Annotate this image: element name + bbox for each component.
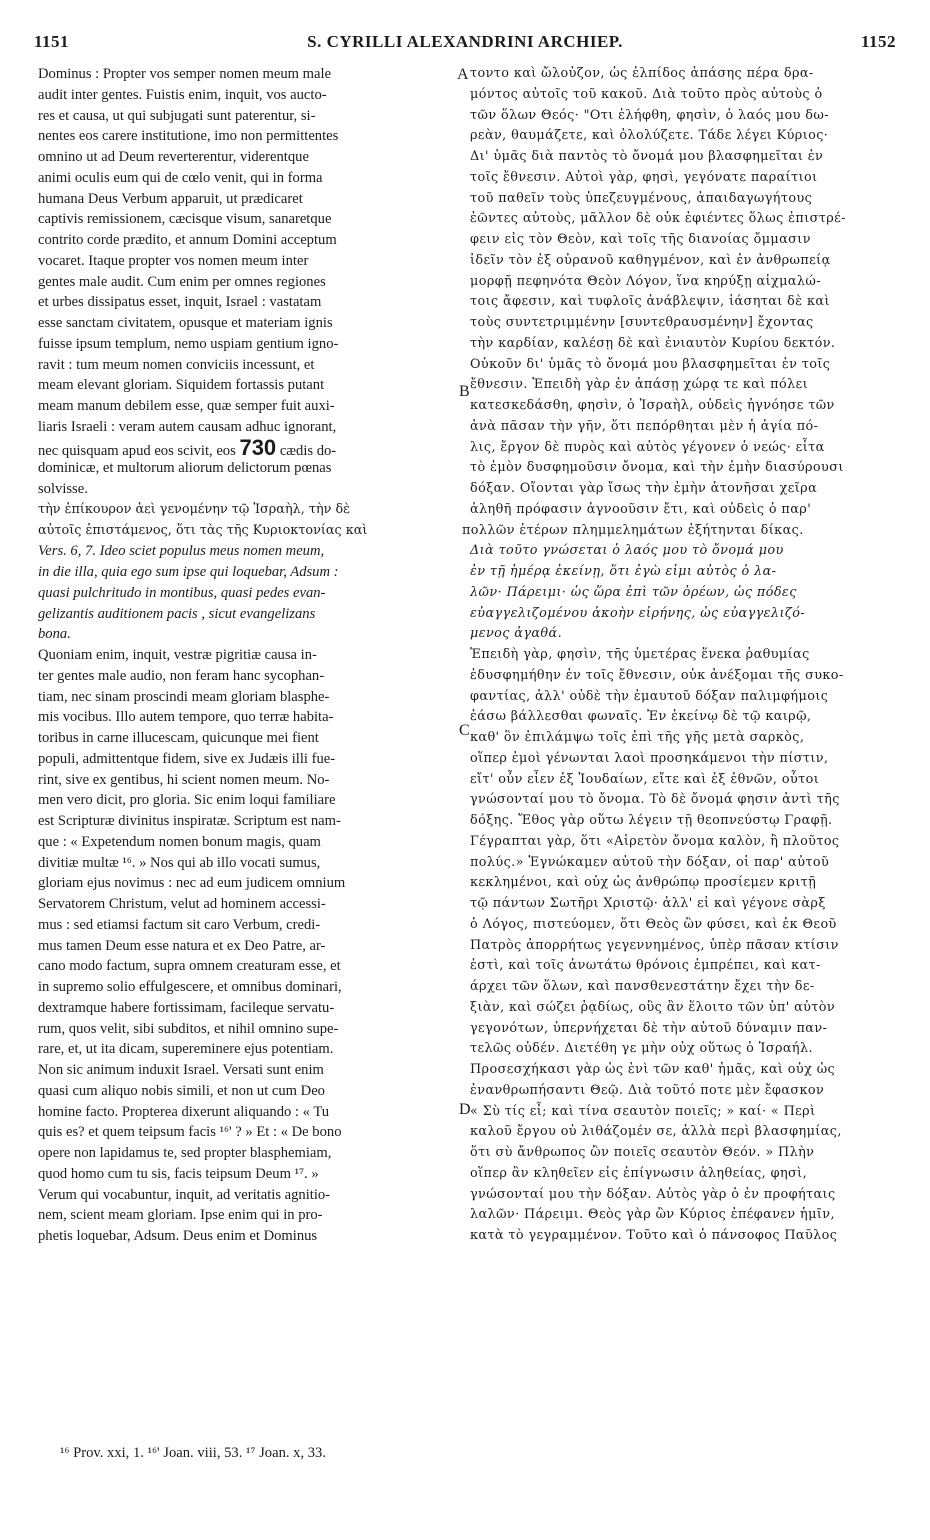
latin-line: contrito corde prædito, et annum Domini acceptum	[38, 232, 337, 248]
greek-line: τοῦ παθεῖν τοὺς ὑπεζευγμένους, ἀπαιδαγωγήτους	[470, 190, 813, 206]
greek-line: ξιὰν, καὶ σώζει ῥᾳδίως, οὓς ἂν ἕλοιτο τῶν ὑπ' αὐτὸν	[470, 999, 836, 1015]
greek-column	[462, 64, 900, 1268]
greek-line: καλοῦ ἔργου οὐ λιθάζομέν σε, ἀλλὰ περὶ βλασφημίας,	[470, 1124, 842, 1140]
greek-line: τοῖς ἔθνεσιν. Αὐτοὶ γὰρ, φησὶ, γεγόνατε παραίτιοι	[470, 169, 818, 185]
latin-line: tiam, nec sinam proscindi meam gloriam blasphe-	[38, 688, 330, 705]
latin-line: vocaret. Itaque propter vos nomen meum inter	[38, 252, 309, 269]
greek-line: ὁ Λόγος, πιστεύομεν, ὅτι Θεὸς ὢν φύσει, καὶ ἐκ Θεοῦ	[470, 916, 837, 932]
margin-marker-d: D	[459, 1101, 471, 1118]
greek-line: Γέγραπται γὰρ, ὅτι «Αἱρετὸν ὄνομα καλὸν, ἢ πλοῦτος	[470, 833, 840, 849]
latin-line: et urbes dissipatus esset, inquit, Israel : vastatam	[38, 294, 322, 311]
verse-heading: Vers. 6, 7. Ideo sciet populus meus nomen meum,	[38, 543, 325, 560]
latin-line: Quoniam enim, inquit, vestræ pigritiæ causa in-	[38, 647, 317, 663]
latin-line: meam elevant gloriam. Siquidem fortassis putant	[38, 377, 325, 394]
margin-marker-b: B	[459, 383, 470, 400]
verse-line: quasi pulchritudo in montibus, quasi pedes evan-	[38, 584, 326, 601]
greek-line: τῶν ὅλων Θεός· "Οτι ἐλήφθη, φησὶν, ὁ λαός μου δω-	[470, 107, 829, 123]
latin-line: res et causa, ut qui subjugati sunt paterentur, si-	[38, 107, 316, 124]
verse-line: bona.	[38, 626, 71, 643]
greek-verse-line: μενος ἀγαθά.	[470, 626, 563, 642]
greek-verse-line: εὐαγγελιζομένου ἀκοὴν εἰρήνης, ὡς εὐαγγελιζό-	[470, 605, 806, 621]
latin-line: nem, scient meam gloriam. Ipse enim qui in pro-	[38, 1207, 323, 1224]
column-number: 730	[239, 434, 277, 460]
greek-line: τοὺς συντετριμμένην [συντεθραυσμένην] ἔχοντας	[470, 315, 814, 330]
latin-line: que : « Expetendum nomen bonum magis, quam	[38, 833, 321, 850]
latin-line: ter gentes male audio, non feram hanc sycophan-	[38, 667, 325, 684]
greek-line: πολύς.» Ἐγνώκαμεν αὐτοῦ τὴν δόξαν, οἱ παρ' αὐτοῦ	[470, 854, 830, 870]
latin-line: dominicæ, et multorum aliorum delictorum pœnas	[38, 460, 332, 477]
latin-line: est Scripturæ divinitus inspiratæ. Scriptum est nam-	[38, 813, 341, 829]
greek-line: φαντίας, ἀλλ' οὐδὲ τὴν ἐμαυτοῦ δόξαν παλιμφήμοις	[470, 688, 829, 704]
greek-line: ἐάσω βάλλεσθαι φωναῖς. Ἐν ἐκείνῳ δὲ τῷ καιρῷ,	[470, 709, 812, 725]
greek-overflow-line: τὴν ἐπίκουρον ἀεὶ γενομένην τῷ Ἰσραὴλ, τὴν δὲ	[38, 501, 351, 517]
latin-line: captivis remissionem, cæcisque visum, sanaretque	[38, 211, 332, 228]
greek-line: ὅτι σὺ ἄνθρωπος ὢν ποιεῖς σεαυτὸν Θεόν. » Πλὴν	[470, 1145, 815, 1160]
latin-line: quasi cum aliquo nobis simili, et non ut cum Deo	[38, 1082, 325, 1099]
latin-line: rare, et, ut ita dicam, supereminere ejus potentiam.	[38, 1041, 334, 1058]
latin-line: audit inter gentes. Fuistis enim, inquit, vos aucto-	[38, 86, 327, 103]
latin-line-with-column-number	[38, 434, 456, 460]
greek-line: ρεὰν, θαυμάζετε, καὶ ὀλολύζετε. Τάδε λέγει Κύριος·	[470, 128, 829, 144]
latin-line: men vero dicit, pro gloria. Sic enim loqui familiare	[38, 792, 336, 809]
latin-line: mis vocibus. Illo autem tempore, quo terræ habita-	[38, 709, 334, 726]
greek-line: ἀνὰ πᾶσαν τὴν γῆν, ὅτι πεπόρθηται μὲν ἡ ἁγία πό-	[470, 418, 819, 434]
greek-line: λις, ἔργον δὲ πυρὸς καὶ αὐτὸς γέγονεν ὁ νεώς· εἶτα	[470, 439, 825, 455]
latin-line: Dominus : Propter vos semper nomen meum male	[38, 66, 332, 82]
greek-line: Δι' ὑμᾶς διὰ παντὸς τὸ ὄνομά μου βλασφημεῖται ἐν	[470, 149, 824, 164]
verse-line: gelizantis auditionem pacis , sicut evangelizans	[38, 605, 316, 622]
greek-line: μορφῇ πεφηνότα Θεὸν Λόγον, ἵνα κηρύξῃ αἰχμαλώ-	[470, 273, 821, 289]
latin-line: solvisse.	[38, 481, 88, 497]
latin-line: meam manum debilem esse, quæ semper fuit auxi-	[38, 398, 335, 414]
latin-line: phetis loquebar, Adsum. Deus enim et Dominus	[38, 1228, 318, 1244]
greek-line: Οὐκοῦν δι' ὑμᾶς τὸ ὄνομά μου βλασφημεῖται ἐν τοῖς	[470, 356, 831, 372]
latin-line: Non sic animum induxit Israel. Versati sunt enim	[38, 1062, 324, 1078]
latin-line: mus : sed etiamsi factum sit caro Verbum, credi-	[38, 916, 321, 933]
latin-line: toribus in carne illucescam, quicunque mei fient	[38, 730, 319, 746]
greek-line: Πατρὸς ἀπορρήτως γεγεννημένος, ὑπὲρ πᾶσαν κτίσιν	[470, 937, 839, 953]
page-number-left: 1151	[34, 32, 70, 51]
latin-line: nentes eos carere institutione, imo non permittentes	[38, 128, 339, 145]
latin-line-tail: cædis do-	[279, 442, 337, 459]
latin-line: gloriam ejus novimus : nec ad eum judicem omnium	[38, 875, 346, 892]
latin-line: Verum qui vocabuntur, inquit, ad veritatis agnitio-	[38, 1186, 331, 1203]
footnotes: ¹⁶ Prov. xxi, 1. ¹⁶' Joan. viii, 53. ¹⁷ Joan. x, 33.	[60, 1445, 327, 1461]
latin-line: divitiæ multæ ¹⁶. » Nos qui ab illo vocati sumus,	[38, 854, 321, 871]
latin-line: cano modo factum, supra omnem creaturam esse, et	[38, 958, 341, 975]
latin-line: humana Deus Verbum apparuit, ut prædicaret	[38, 190, 303, 207]
latin-line: quod homo cum tu sis, facis teipsum Deum ¹⁷. »	[38, 1165, 319, 1182]
greek-line: μόντος αὐτοῖς τοῦ κακοῦ. Διὰ τοῦτο πρὸς αὐτοὺς ὁ	[470, 86, 823, 102]
latin-line: ravit : tum meum nomen conviciis incessunt, et	[38, 356, 315, 373]
greek-line: τοντο καὶ ὤλοὐζον, ὡς ἐλπίδος ἁπάσης πέρα δρα-	[470, 66, 814, 81]
margin-marker-a: A	[457, 66, 469, 83]
latin-column	[38, 64, 456, 1247]
latin-line: rum, quos velit, sibi subditos, et nihil omnino supe-	[38, 1020, 339, 1037]
greek-line: οἵπερ ἐμοὶ γένωνται λαοὶ προσηκάμενοι τὴν πίστιν,	[470, 750, 829, 766]
greek-line: φειν εἰς τὸν Θεὸν, καὶ τοῖς τῆς διανοίας ὄμμασιν	[470, 232, 811, 247]
greek-line: τὸ ἐμὸν δυσφημοῦσιν ὄνομα, καὶ τὴν ἐμὴν διασύρουσι	[470, 460, 844, 476]
greek-line: τοις ἄφεσιν, καὶ τυφλοῖς ἀνάβλεψιν, ἰάσηται δὲ καὶ	[470, 294, 830, 310]
latin-line: fuisse ipsum templum, nemo uspiam gentium igno-	[38, 335, 339, 352]
greek-verse-line: Διὰ τοῦτο γνώσεται ὁ λαός μου τὸ ὄνομά μου	[470, 543, 784, 559]
page-number-right: 1152	[860, 32, 896, 51]
margin-marker-c: C	[459, 722, 470, 739]
greek-line: ἐστὶ, καὶ τοῖς ἀνωτάτω θρόνοις ἐμπρέπει, καὶ κατ-	[470, 958, 821, 974]
latin-line: liaris Israeli : veram autem causam adhuc ignorant,	[38, 418, 337, 435]
greek-line: κατεσκεδάσθη, φησὶν, ὁ Ἰσραὴλ, οὐδεὶς ἠγνόησε τῶν	[470, 398, 835, 413]
greek-line: κεκλημένοι, καὶ οὐχ ὡς ἀνθρώπῳ προσίεμεν κριτῇ	[470, 875, 817, 891]
latin-line: gentes male audit. Cum enim per omnes regiones	[38, 273, 326, 290]
greek-line: καθ' ὃν ἐπιλάμψω τοῖς ἐπὶ τῆς γῆς μετὰ σαρκὸς,	[470, 730, 805, 745]
greek-line: « Σὺ τίς εἶ; καὶ τίνα σεαυτὸν ποιεῖς; » καί· « Περὶ	[470, 1103, 816, 1119]
greek-line: ἀληθῆ πρόφασιν ἀγνοοῦσιν ἔτι, καὶ οὐδεὶς ὁ παρ'	[470, 501, 812, 517]
latin-line: populi, admittentque fidem, sive ex Judæis illi fue-	[38, 750, 336, 767]
latin-line: opere non lapidamus te, sed propter blasphemiam,	[38, 1145, 332, 1161]
latin-line-text: nec quisquam apud eos scivit, eos	[38, 442, 236, 459]
latin-line: homine facto. Propterea dixerunt aliquando : « Tu	[38, 1103, 330, 1120]
greek-line: τῷ πάντων Σωτῆρι Χριστῷ· ἀλλ' εἰ καὶ γέγονε σὰρξ	[470, 896, 826, 911]
greek-line: κατὰ τὸ γεγραμμένον. Τοῦτο καὶ ὁ πάνσοφος Παῦλος	[470, 1228, 838, 1243]
greek-line: γεγονότων, ὑπερνήχεται δὲ τὴν αὐτοῦ δύναμιν παν-	[470, 1020, 828, 1036]
running-title: S. CYRILLI ALEXANDRINI ARCHIEP.	[307, 32, 623, 51]
greek-line	[470, 1247, 900, 1268]
latin-line: dextramque habere fortissimam, facileque servatu-	[38, 999, 335, 1016]
greek-line: δόξαν. Οἴονται γὰρ ἴσως τὴν ἐμὴν ἀτονῆσαι χεῖρα	[470, 481, 818, 496]
greek-line: τὴν καρδίαν, καλέσῃ δὲ καὶ ἐνιαυτὸν Κυρίου δεκτόν.	[470, 335, 836, 351]
greek-line: εἴτ' οὖν εἶεν ἐξ Ἰουδαίων, εἴτε καὶ ἐξ ἐθνῶν, οὗτοι	[470, 771, 820, 787]
greek-line: δόξης. Ἔθος γὰρ οὕτω λέγειν τῇ θεοπνεύστῳ Γραφῇ.	[470, 813, 833, 828]
greek-line: Ἐπειδὴ γὰρ, φησὶν, τῆς ὑμετέρας ἕνεκα ῥαθυμίας	[470, 647, 810, 662]
latin-line: Servatorem Christum, velut ad hominem accessi-	[38, 896, 326, 912]
running-header	[34, 32, 896, 62]
latin-line: in supremo solio effulgescere, et omnibus dominari,	[38, 979, 342, 995]
greek-line: άρχει τῶν ὅλων, καὶ πανσθενεστάτην ἔχει τὴν δε-	[470, 979, 815, 994]
greek-line: ἐδυσφημήθην ἐν τοῖς ἔθνεσιν, οὐκ ἀνέξομαι τῆς συκο-	[470, 667, 844, 683]
greek-overflow-line: αὐτοῖς ἐπιστάμενος, ὅτι τὰς τῆς Κυριοκτονίας καὶ	[38, 522, 368, 538]
greek-line: Προσεσχήκασι γὰρ ὡς ἑνὶ τῶν καθ' ἡμᾶς, καὶ οὐχ ὡς	[470, 1062, 836, 1077]
latin-line: omnino ut ad Deum reverterentur, viderentque	[38, 149, 309, 165]
greek-line: πολλῶν ἑτέρων πλημμελημάτων ἐξήτηνται δίκας.	[462, 522, 804, 538]
greek-line: ἔθνεσιν. Ἐπειδὴ γὰρ ἐν ἁπάσῃ χώρᾳ τε καὶ πόλει	[470, 377, 809, 393]
greek-line: ἐῶντες αὐτοὺς, μᾶλλον δὲ οὐκ ἐφιέντες ὅλως ἐπιστρέ-	[470, 211, 846, 227]
greek-line: ἰδεῖν τὸν ἐξ οὐρανοῦ καθηγμένον, καὶ ἐν ἀνθρωπείᾳ	[470, 252, 831, 268]
latin-line: rint, sive ex gentibus, hi scient nomen meum. No-	[38, 771, 330, 788]
greek-verse-line: λῶν· Πάρειμι· ὡς ὥρα ἐπὶ τῶν ὀρέων, ὡς πόδες	[470, 584, 797, 600]
greek-line: λαλῶν· Πάρειμι. Θεὸς γὰρ ὢν Κύριος ἐπέφανεν ἡμῖν,	[470, 1207, 835, 1223]
latin-line: esse sanctam civitatem, opusque et materiam ignis	[38, 315, 333, 331]
latin-line: quis es? et quem teipsum facis ¹⁶' ? » Et : « De bono	[38, 1124, 342, 1141]
greek-verse-line: ἐν τῇ ἡμέρᾳ ἐκείνῃ, ὅτι ἐγὼ εἰμι αὐτὸς ὁ λα-	[470, 564, 777, 579]
greek-line: οἵπερ ἂν κληθεῖεν εἰς ἐπίγνωσιν ἀληθείας, φησὶ,	[470, 1165, 808, 1181]
greek-line: γνώσονταί μου τὸ ὄνομα. Τὸ δὲ ὄνομά φησιν ἀντὶ τῆς	[470, 792, 840, 808]
latin-line: mus tamen Deum esse natura et ex Deo Patre, ar-	[38, 937, 326, 954]
greek-line: τελῶς οὐδέν. Διετέθη γε μὴν οὐχ οὕτως ὁ Ἰσραήλ.	[470, 1041, 813, 1057]
verse-line: in die illa, quia ego sum ipse qui loquebar, Adsum :	[38, 564, 339, 580]
greek-line: ἐνανθρωπήσαντι Θεῷ. Διὰ τοῦτό ποτε μὲν ἔφασκον	[470, 1082, 825, 1098]
latin-line: animi oculis eum qui de cœlo venit, qui in forma	[38, 169, 323, 186]
greek-line: γνώσονταί μου τὴν δόξαν. Αὐτὸς γὰρ ὁ ἐν προφήταις	[470, 1186, 836, 1202]
